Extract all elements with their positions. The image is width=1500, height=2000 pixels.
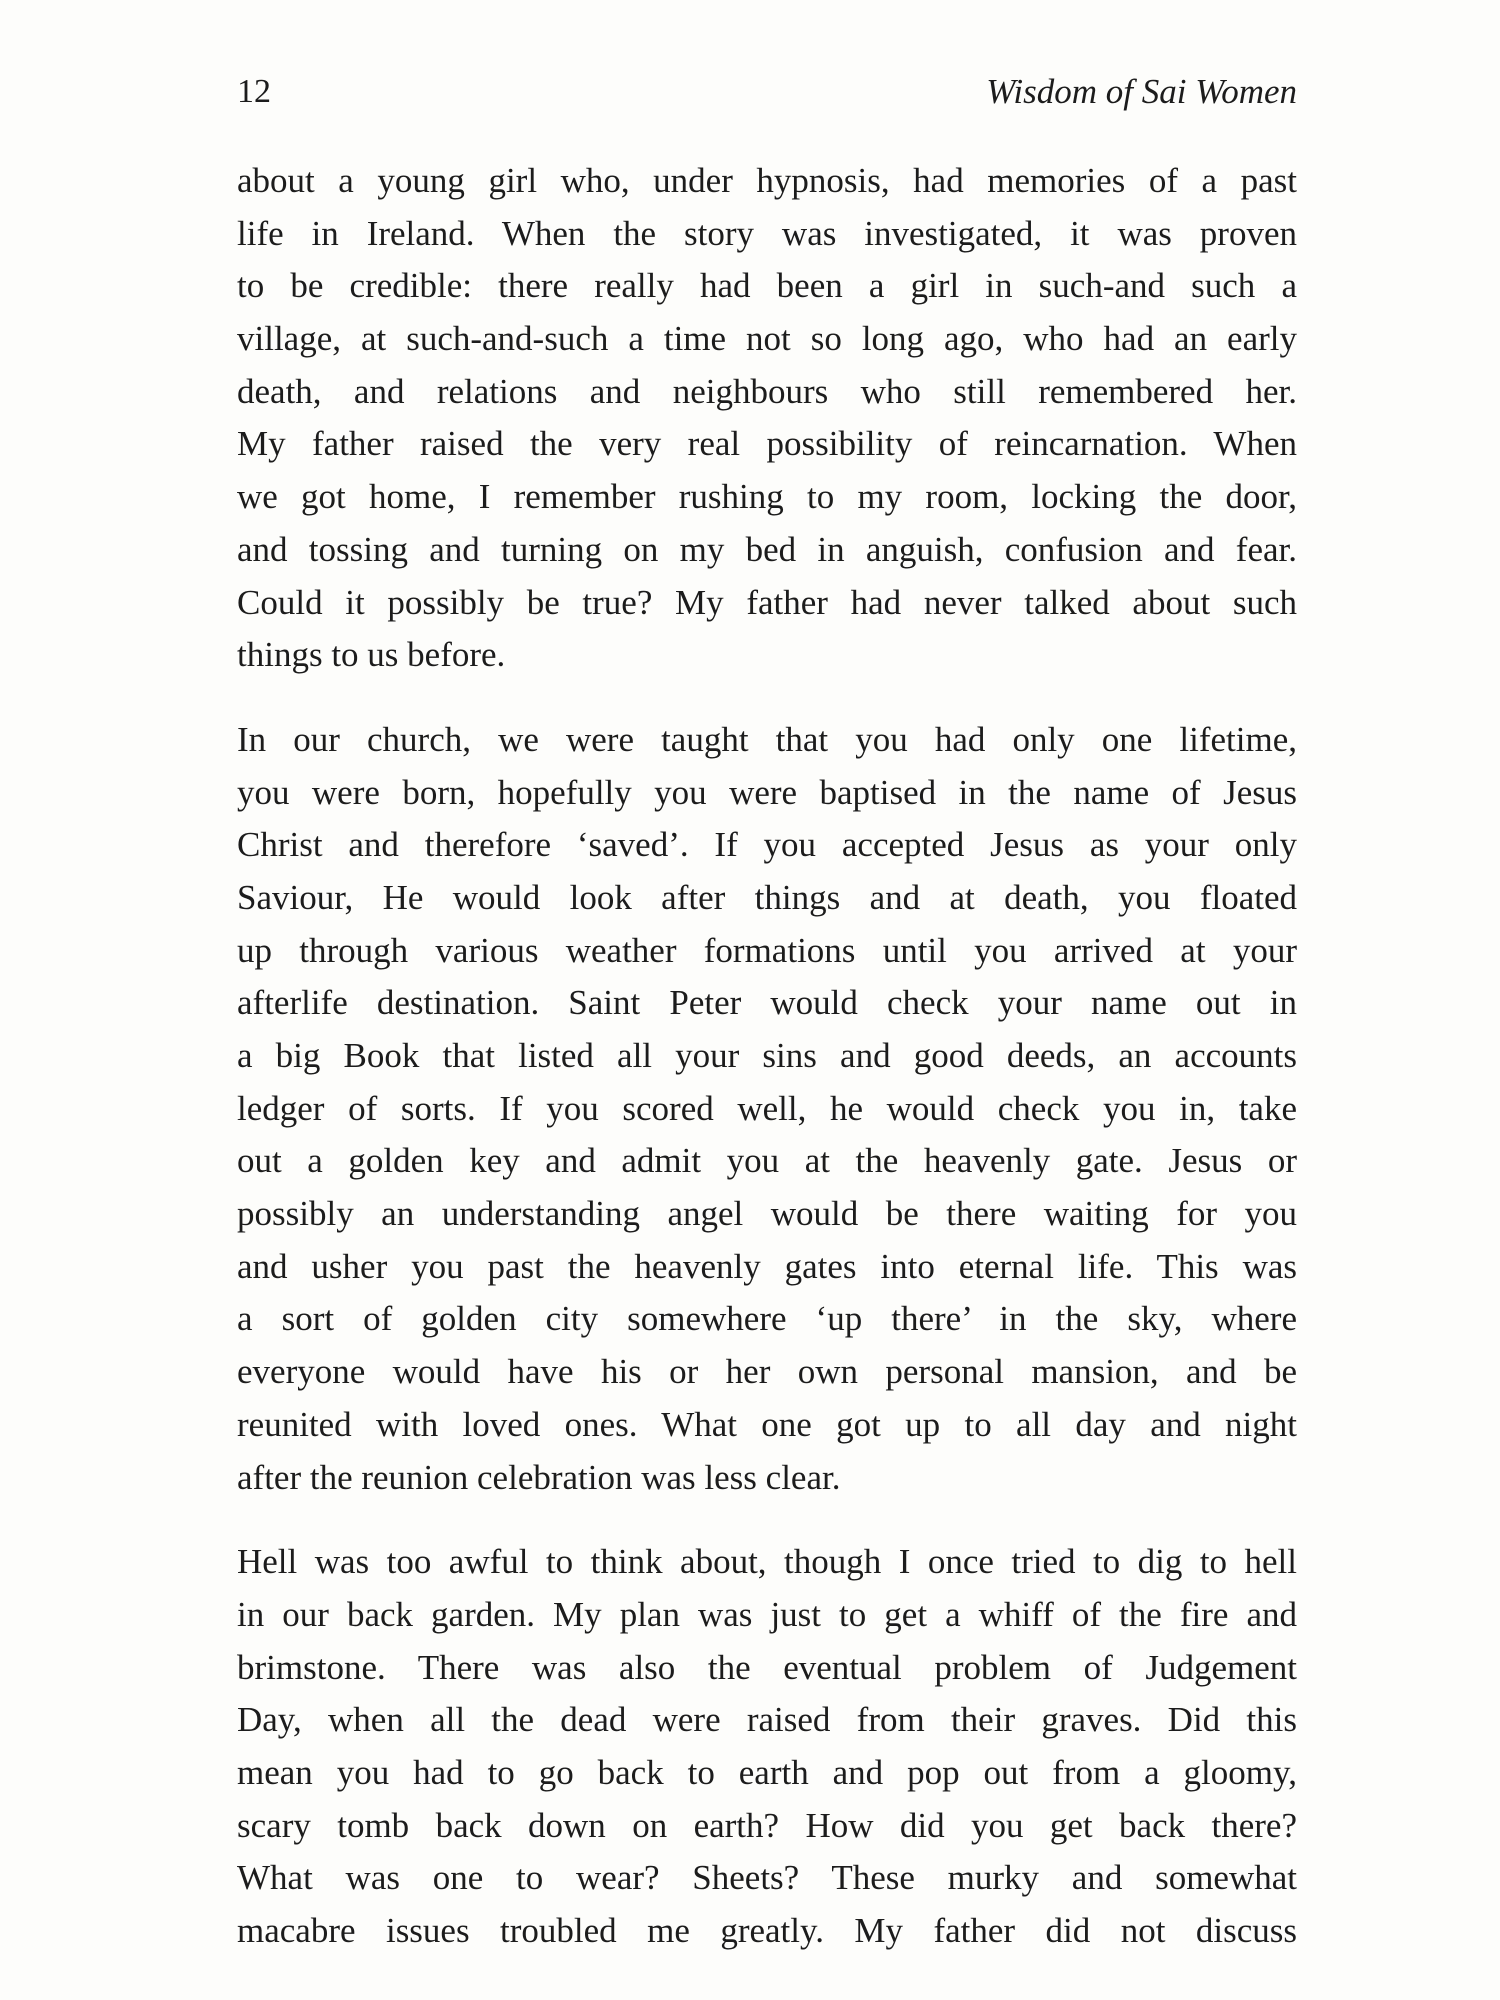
text-line: Day, when all the dead were raised from their graves. Did this <box>237 1700 1297 1740</box>
text-line: What was one to wear? Sheets? These murky and somewhat <box>237 1858 1297 1898</box>
text-line: and usher you past the heavenly gates into eternal life. This was <box>237 1246 1297 1286</box>
text-line: mean you had to go back to earth and pop out from a gloomy, <box>237 1752 1297 1792</box>
running-title: Wisdom of Sai Women <box>986 72 1297 111</box>
text-line: possibly an understanding angel would be there waiting for you <box>237 1194 1297 1234</box>
text-line: about a young girl who, under hypnosis, had memories of a past <box>237 161 1297 200</box>
page-header <box>237 72 1297 112</box>
text-line: we got home, I remember rushing to my room, locking the door, <box>237 477 1297 517</box>
text-line: up through various weather formations until you arrived at your <box>237 930 1297 970</box>
paragraph <box>237 155 1297 682</box>
text-line: village, at such-and-such a time not so long ago, who had an early <box>237 319 1297 359</box>
text-line: Hell was too awful to think about, though I once tried to dig to hell <box>237 1542 1297 1582</box>
text-line: Christ and therefore ‘saved’. If you accepted Jesus as your only <box>237 825 1297 865</box>
text-line: brimstone. There was also the eventual problem of Judgement <box>237 1647 1297 1687</box>
text-line: and tossing and turning on my bed in anguish, confusion and fear. <box>237 529 1297 569</box>
text-line: reunited with loved ones. What one got up to all day and night <box>237 1404 1297 1444</box>
text-line: out a golden key and admit you at the heavenly gate. Jesus or <box>237 1141 1297 1181</box>
text-line: scary tomb back down on earth? How did you get back there? <box>237 1805 1297 1845</box>
text-line: a big Book that listed all your sins and good deeds, an accounts <box>237 1036 1297 1075</box>
text-line: after the reunion celebration was less clear. <box>237 1457 841 1497</box>
text-line: Saviour, He would look after things and at death, you floated <box>237 877 1297 917</box>
text-line: to be credible: there really had been a girl in such-and such a <box>237 266 1297 306</box>
text-line: a sort of golden city somewhere ‘up there’ in the sky, where <box>237 1299 1297 1339</box>
text-line: everyone would have his or her own personal mansion, and be <box>237 1352 1297 1392</box>
text-line: macabre issues troubled me greatly. My father did not discuss <box>237 1911 1297 1950</box>
text-line: death, and relations and neighbours who still remembered her. <box>237 371 1297 411</box>
text-line: you were born, hopefully you were baptised in the name of Jesus <box>237 772 1297 812</box>
text-line: afterlife destination. Saint Peter would check your name out in <box>237 983 1297 1023</box>
page-number: 12 <box>237 73 271 110</box>
text-line: things to us before. <box>237 635 506 675</box>
paragraph <box>237 714 1297 1504</box>
text-line: In our church, we were taught that you had only one lifetime, <box>237 719 1297 759</box>
text-line: life in Ireland. When the story was investigated, it was proven <box>237 213 1297 253</box>
text-line: Could it possibly be true? My father had never talked about such <box>237 582 1297 622</box>
paragraph <box>237 1536 1297 1958</box>
text-line: in our back garden. My plan was just to get a whiff of the fire and <box>237 1594 1297 1634</box>
text-line: ledger of sorts. If you scored well, he would check you in, take <box>237 1088 1297 1128</box>
text-line: My father raised the very real possibility of reincarnation. When <box>237 424 1297 464</box>
body-text <box>237 155 1297 1990</box>
